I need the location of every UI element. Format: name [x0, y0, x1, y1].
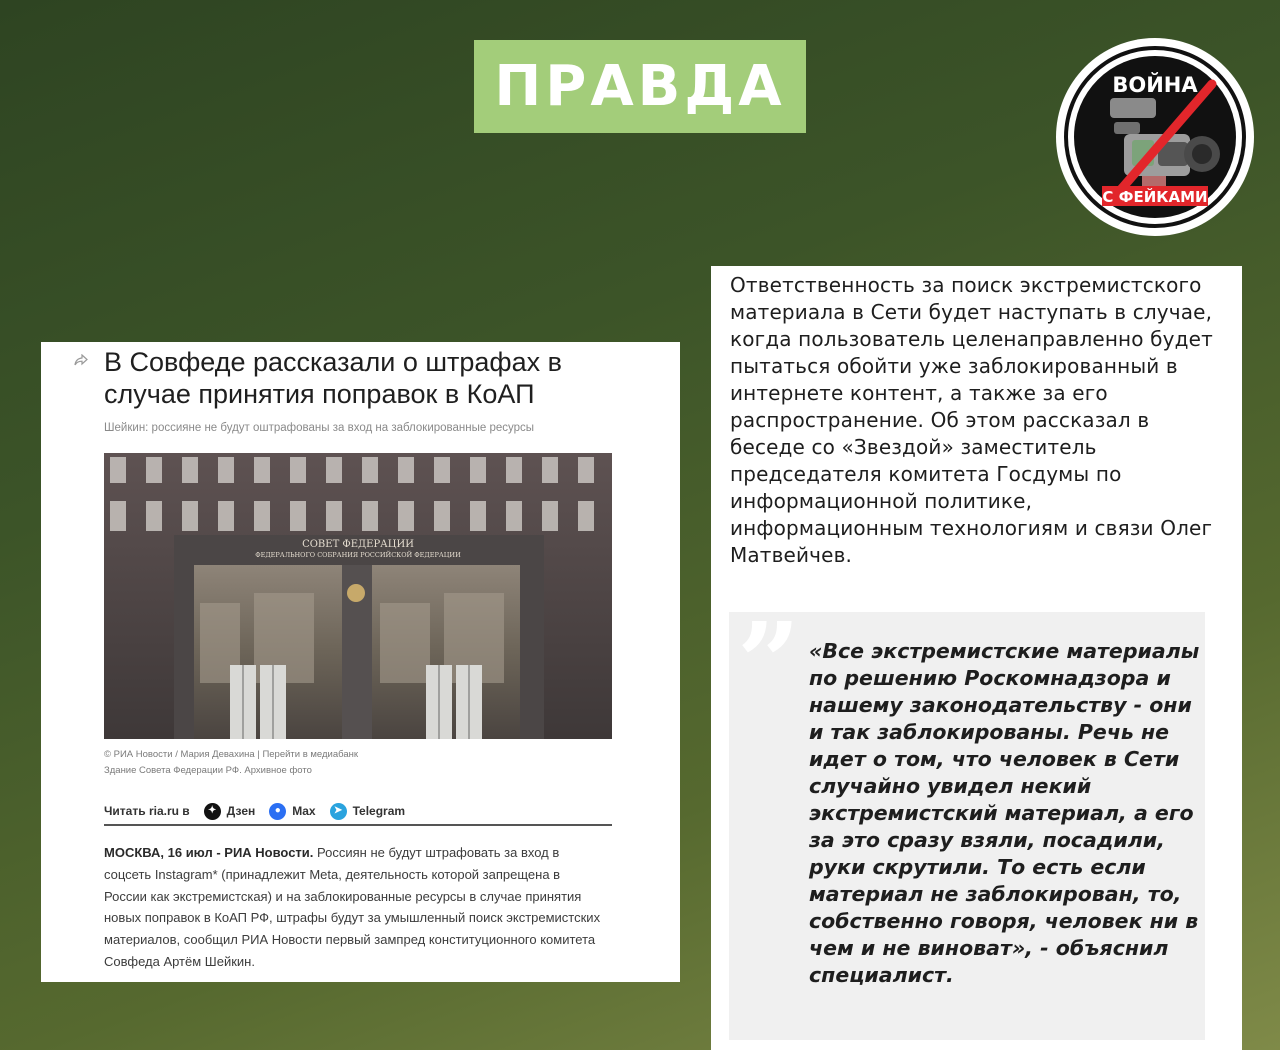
verdict-badge	[474, 40, 806, 133]
war-on-fakes-logo	[1056, 38, 1254, 236]
channel-telegram[interactable]	[330, 803, 405, 820]
photo-bank-link[interactable]: Перейти в медиабанк	[262, 749, 359, 760]
logo-bottom-text: С ФЕЙКАМИ	[1102, 188, 1208, 206]
channel-label: Дзен	[226, 804, 256, 818]
verdict-label: ПРАВДА	[494, 53, 786, 119]
quote-box	[729, 598, 1205, 1040]
channel-max[interactable]	[269, 803, 315, 820]
photo-sign-line2: ФЕДЕРАЛЬНОГО СОБРАНИЯ РОССИЙСКОЙ ФЕДЕРАЦИИ	[255, 551, 461, 559]
article-lead	[104, 842, 604, 973]
article-photo	[104, 453, 612, 739]
share-row	[104, 798, 612, 824]
channel-label: Telegram	[352, 804, 406, 818]
dzen-icon: ✦	[204, 803, 221, 820]
photo-caption: Здание Совета Федерации РФ. Архивное фото	[104, 765, 312, 776]
quote-mark-icon: ”	[737, 598, 801, 727]
article-subheadline: Шейкин: россияне не будут оштрафованы за вход на заблокированные ресурсы	[104, 422, 535, 434]
photo-credit: © РИА Новости / Мария Девахина	[104, 749, 255, 760]
channel-label: Max	[292, 804, 316, 818]
share-arrow-icon[interactable]	[74, 354, 88, 366]
lead-dateline: МОСКВА, 16 июл - РИА Новости.	[104, 845, 314, 860]
lead-text: Россиян не будут штрафовать за вход в соцсеть Instagram* (принадлежит Meta, деятельность которой запрещена в России как экстремистская) и на заблокированные ресурсы в случае принятия новых поправок в КоАП РФ, штрафы будут за умышленный поиск экстремистских материалов, сообщил РИА Новости первый зампред конституционного комитета Совфеда Артём Шейкин.	[104, 845, 601, 969]
statement-card	[711, 266, 1242, 1050]
statement-text: Ответственность за поиск экстремистского материала в Сети будет наступать в случае, когда пользователь целенаправленно будет пытаться обойти уже заблокированный в интернете контент, а также за его распространение. Об этом рассказал в беседе со «Звездой» заместитель председателя комитета Госдумы по информационной политике, информационным технологиям и связи Олег Матвейчев.	[730, 273, 1213, 567]
crossed-camera-icon	[1062, 44, 1248, 230]
photo-sign-line1: СОВЕТ ФЕДЕРАЦИИ	[302, 539, 414, 550]
telegram-icon: ➤	[330, 803, 347, 820]
logo-top-text: ВОЙНА	[1112, 73, 1198, 97]
photo-caption-block: © РИА Новости / Мария Девахина | Перейти в медиабанк Здание Совета Федерации РФ. Архивное фото	[104, 747, 624, 779]
federation-council-building-image	[104, 453, 612, 739]
read-label: Читать ria.ru в	[104, 804, 190, 818]
article-screenshot	[41, 342, 680, 982]
divider	[104, 824, 612, 826]
max-icon: ●	[269, 803, 286, 820]
quote-text: «Все экстремистские материалы по решению Роскомнадзора и нашему законодательству - они и так заблокированы. Речь не идет о том, что человек в Сети случайно увидел некий экстремистский материал, а его за это сразу взяли, посадили, руки скрутили. То есть если материал не заблокирован, то, собственно говоря, человек ни в чем и не виноват», - объяснил специалист.	[809, 639, 1200, 987]
article-headline: В Совфеде рассказали о штрафах в случае принятия поправок в КоАП	[104, 347, 563, 409]
channel-dzen[interactable]	[204, 803, 256, 820]
